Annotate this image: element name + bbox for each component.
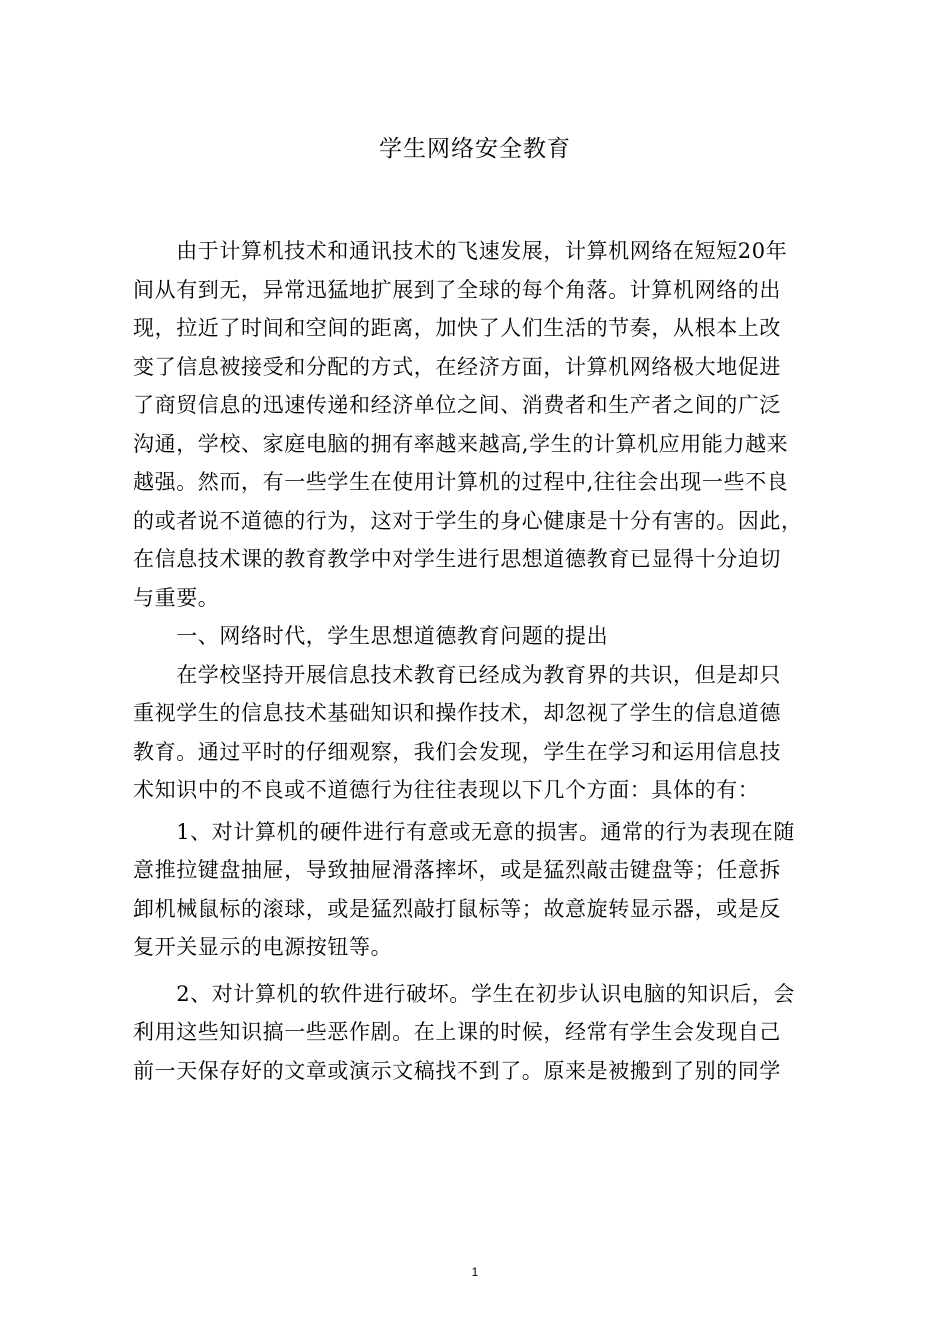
text-line: 在信息技术课的教育教学中对学生进行思想道德教育已显得十分迫切: [133, 547, 781, 571]
document-title: 学生网络安全教育: [379, 136, 571, 162]
text-line: 重视学生的信息技术基础知识和操作技术，却忽视了学生的信息道德: [133, 701, 781, 725]
text-line: 现，拉近了时间和空间的距离，加快了人们生活的节奏，从根本上改: [133, 316, 781, 340]
text-line: 沟通，学校、家庭电脑的拥有率越来越高,学生的计算机应用能力越来: [133, 431, 789, 456]
text-line: 利用这些知识搞一些恶作剧。在上课的时候，经常有学生会发现自己: [133, 1020, 781, 1044]
text-line: 复开关显示的电源按钮等。: [133, 935, 393, 959]
text-line: 意推拉键盘抽屉，导致抽屉滑落摔坏，或是猛烈敲击键盘等；任意拆: [133, 858, 781, 882]
text-line: 2、对计算机的软件进行破坏。学生在初步认识电脑的知识后，会: [133, 981, 795, 1006]
text-line: 的或者说不道德的行为，这对于学生的身心健康是十分有害的。因此，: [133, 508, 803, 533]
text-line: 在学校坚持开展信息技术教育已经成为教育界的共识，但是却只: [133, 662, 781, 687]
text-line: 教育。通过平时的仔细观察，我们会发现，学生在学习和运用信息技: [133, 739, 781, 764]
text-line: 术知识中的不良或不道德行为往往表现以下几个方面：具体的有：: [133, 778, 760, 802]
text-line: 1、对计算机的硬件进行有意或无意的损害。通常的行为表现在随: [133, 819, 795, 844]
document-body: [133, 232, 823, 1090]
text-line: 与重要。: [133, 585, 220, 610]
page-number: 1: [471, 1265, 479, 1279]
text-line: 卸机械鼠标的滚球，或是猛烈敲打鼠标等；故意旋转显示器，或是反: [133, 896, 781, 921]
text-line: 前一天保存好的文章或演示文稿找不到了。原来是被搬到了别的同学: [133, 1058, 781, 1083]
text-line: 了商贸信息的迅速传递和经济单位之间、消费者和生产者之间的广泛: [133, 393, 781, 417]
text-line: 变了信息被接受和分配的方式，在经济方面，计算机网络极大地促进: [133, 354, 781, 379]
paragraph-spacer: [133, 967, 823, 975]
section-heading: 一、网络时代，学生思想道德教育问题的提出: [133, 624, 609, 648]
text-line: 间从有到无，异常迅猛地扩展到了全球的每个角落。计算机网络的出: [133, 277, 781, 302]
text-line: 越强。然而，有一些学生在使用计算机的过程中,往往会出现一些不良: [133, 470, 789, 494]
text-line: 由于计算机技术和通讯技术的飞速发展，计算机网络在短短20年: [133, 239, 788, 263]
